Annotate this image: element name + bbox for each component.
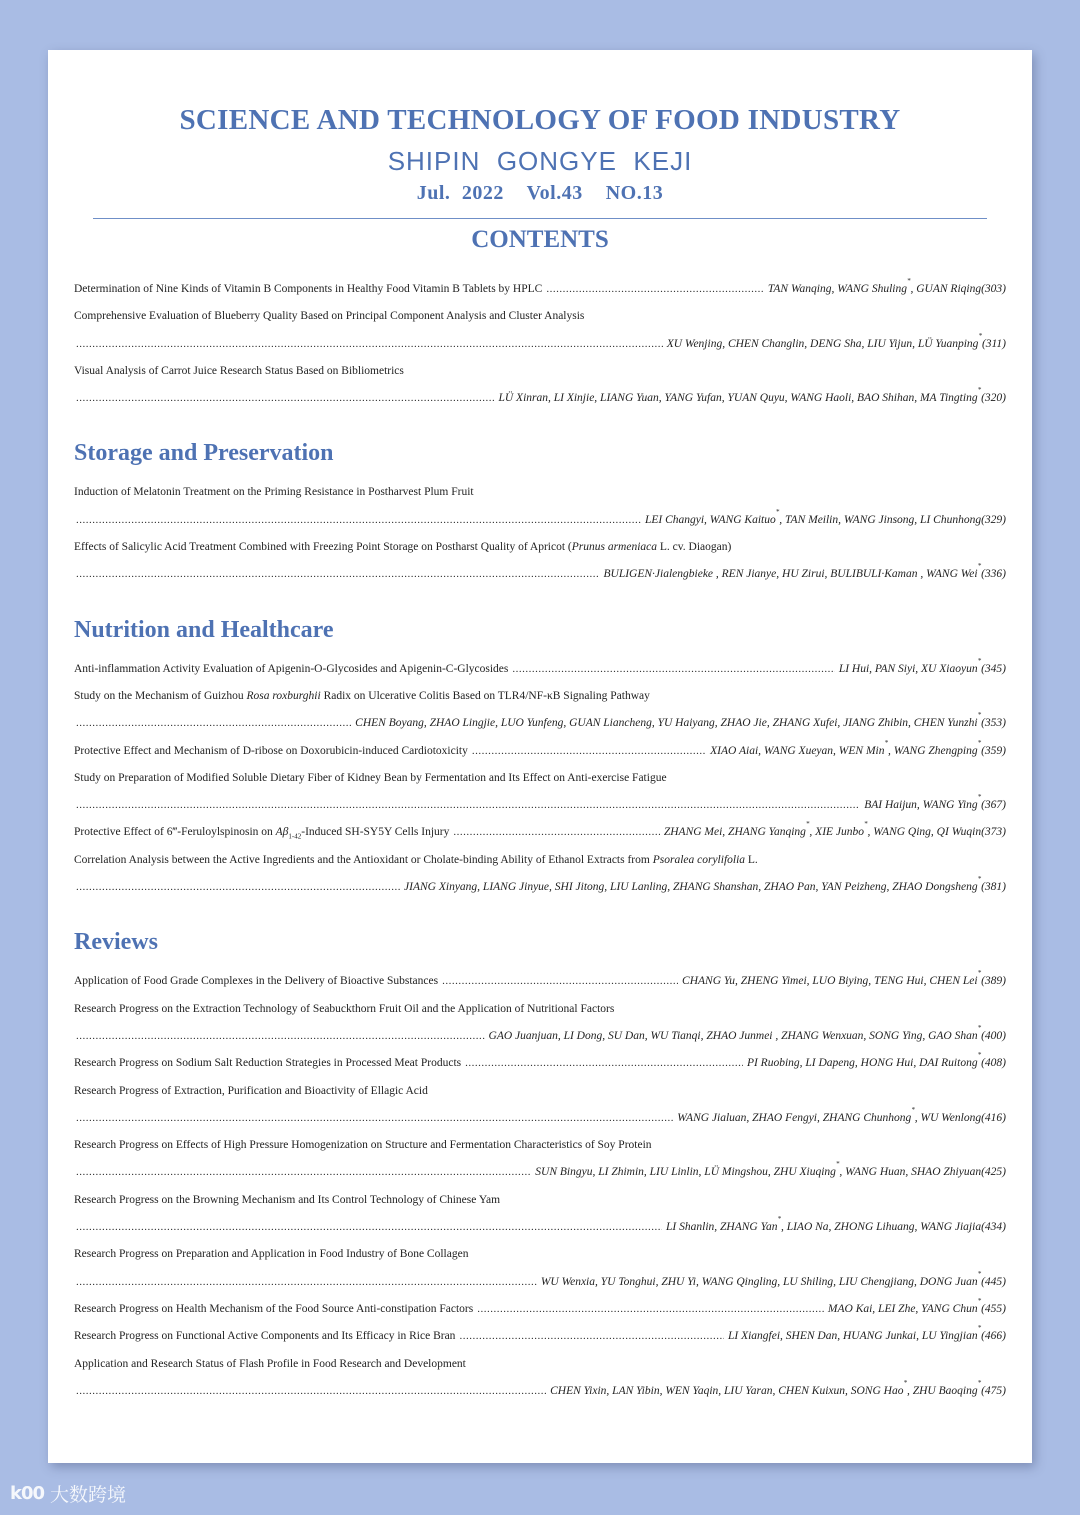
dot-leader <box>459 1323 724 1350</box>
dot-leader <box>477 1296 824 1323</box>
dot-leader <box>472 738 706 765</box>
article-authors: LÜ Xinran, LI Xinjie, LIANG Yuan, YANG Yufan, YUAN Quyu, WANG Haoli, BAO Shihan, MA Tingting*(320) <box>498 386 1006 405</box>
toc-entry-title-line <box>74 358 1006 385</box>
article-authors: BULIGEN·Jialengbieke , REN Jianye, HU Zirui, BULIBULI·Kaman , WANG Wei*(336) <box>603 562 1006 581</box>
dot-leader <box>512 656 834 683</box>
toc-entry-title-line <box>74 1241 1006 1268</box>
article-title: Comprehensive Evaluation of Blueberry Quality Based on Principal Component Analysis and Cluster Analysis <box>74 310 585 323</box>
dot-leader <box>76 1159 531 1186</box>
dot-leader <box>76 874 400 901</box>
article-authors: LEI Changyi, WANG Kaituo*, TAN Meilin, WANG Jinsong, LI Chunhong(329) <box>644 507 1006 526</box>
toc-entry-title-line <box>74 847 1006 874</box>
toc-entry-authors-line <box>74 1159 1006 1186</box>
article-title: Research Progress on Health Mechanism of the Food Source Anti-constipation Factors <box>74 1302 474 1315</box>
toc-entry-authors-line <box>74 561 1006 588</box>
toc-entry-authors-line <box>74 792 1006 819</box>
toc-entry <box>74 1296 1006 1323</box>
watermark <box>10 1480 126 1507</box>
toc-entry-title-line <box>74 303 1006 330</box>
article-title: Application of Food Grade Complexes in the Delivery of Bioactive Substances <box>74 975 439 988</box>
article-authors: XIAO Aiai, WANG Xueyan, WEN Min*, WANG Zhengping*(359) <box>710 738 1006 757</box>
toc-entry-authors-line <box>74 710 1006 737</box>
dot-leader <box>546 276 764 303</box>
toc-entry <box>74 1323 1006 1350</box>
article-title: Determination of Nine Kinds of Vitamin B Components in Healthy Food Vitamin B Tablets by HPLC <box>74 283 543 295</box>
article-authors: LI Xiangfei, SHEN Dan, HUANG Junkai, LU Yingjian*(466) <box>727 1324 1006 1343</box>
article-title: Protective Effect of 6‴-Feruloylspinosin on $A\beta_{1-42}$-Induced SH-SY5Y Cells Injury <box>74 826 450 841</box>
dot-leader <box>76 561 600 588</box>
dot-leader <box>76 1105 673 1132</box>
dot-leader <box>76 1269 537 1296</box>
article-title: Research Progress on the Extraction Technology of Seabuckthorn Fruit Oil and the Application of Nutritional Factors <box>74 1002 615 1015</box>
watermark-text: 大数跨境 <box>50 1484 127 1506</box>
table-of-contents <box>74 276 1006 1405</box>
toc-entry-title-line <box>74 765 1006 792</box>
toc-entry-authors-line <box>74 1378 1006 1405</box>
article-title: Application and Research Status of Flash Profile in Food Research and Development <box>74 1357 466 1370</box>
toc-entry-authors-line <box>74 385 1006 412</box>
toc-entry-authors-line <box>74 1023 1006 1050</box>
journal-title: SCIENCE AND TECHNOLOGY OF FOOD INDUSTRY <box>179 104 901 136</box>
article-authors: WU Wenxia, YU Tonghui, ZHU Yi, WANG Qingling, LU Shiling, LIU Chengjiang, DONG Juan*(445) <box>540 1269 1006 1288</box>
article-authors: XU Wenjing, CHEN Changlin, DENG Sha, LIU Yijun, LÜ Yuanping*(311) <box>666 331 1006 350</box>
article-authors: BAI Haijun, WANG Ying*(367) <box>864 793 1006 812</box>
dot-leader <box>453 819 659 846</box>
article-authors: TAN Wanqing, WANG Shuling*, GUAN Riqing(303) <box>767 277 1006 295</box>
article-authors: LI Hui, PAN Siyi, XU Xiaoyun*(345) <box>838 656 1006 675</box>
toc-entry <box>74 819 1006 846</box>
dot-leader <box>76 385 494 412</box>
article-title: Effects of Salicylic Acid Treatment Combined with Freezing Point Storage on Postharst Quality of Apricot (Prunus armeniaca L. cv. Diaogan) <box>74 541 732 554</box>
toc-entry-title-line <box>74 534 1006 561</box>
toc-entry-title-line <box>74 996 1006 1023</box>
toc-entry <box>74 276 1006 303</box>
article-title: Research Progress on the Browning Mechanism and Its Control Technology of Chinese Yam <box>74 1193 501 1206</box>
header-divider <box>93 218 987 219</box>
dot-leader <box>76 710 351 737</box>
toc-entry-title-line <box>74 683 1006 710</box>
article-title: Correlation Analysis between the Active Ingredients and the Antioxidant or Cholate-binding Ability of Ethanol Extracts from Psoralea corylifolia L. <box>74 853 758 866</box>
article-authors: MAO Kai, LEI Zhe, YANG Chun*(455) <box>827 1296 1006 1315</box>
toc-entry-title-line <box>74 479 1006 506</box>
section-heading: Reviews <box>74 929 158 956</box>
section-heading: Nutrition and Healthcare <box>74 616 334 643</box>
toc-entry-authors-line <box>74 1105 1006 1132</box>
article-title: Research Progress on Functional Active Components and Its Efficacy in Rice Bran <box>74 1330 456 1343</box>
article-authors: CHANG Yu, ZHENG Yimei, LUO Biying, TENG Hui, CHEN Lei*(389) <box>682 969 1006 988</box>
dot-leader <box>76 507 641 534</box>
toc-entry-title-line <box>74 1187 1006 1214</box>
dot-leader <box>76 792 860 819</box>
toc-entry-authors-line <box>74 1269 1006 1296</box>
article-title: Induction of Melatonin Treatment on the Priming Resistance in Postharvest Plum Fruit <box>74 486 474 499</box>
article-title: Research Progress on Preparation and Application in Food Industry of Bone Collagen <box>74 1248 469 1261</box>
dot-leader <box>442 968 678 995</box>
article-title: Research Progress on Effects of High Pressure Homogenization on Structure and Fermentation Characteristics of Soy Protein <box>74 1139 652 1152</box>
dot-leader <box>76 1378 546 1405</box>
section-heading: Storage and Preservation <box>74 440 334 467</box>
article-authors: CHEN Boyang, ZHAO Lingjie, LUO Yunfeng, GUAN Liancheng, YU Haiyang, ZHAO Jie, ZHANG Xufei, JIANG Zhibin, CHEN Yunzhi*(353) <box>355 711 1006 730</box>
dot-leader <box>76 1023 485 1050</box>
article-authors: CHEN Yixin, LAN Yibin, WEN Yaqin, LIU Yaran, CHEN Kuixun, SONG Hao*, ZHU Baoqing*(475) <box>550 1378 1006 1397</box>
article-title: Protective Effect and Mechanism of D-ribose on Doxorubicin-induced Cardiotoxicity <box>74 744 468 757</box>
article-authors: JIANG Xinyang, LIANG Jinyue, SHI Jitong, LIU Lanling, ZHANG Shanshan, ZHAO Pan, YAN Peizheng, ZHAO Dongsheng*(381) <box>404 875 1006 894</box>
journal-pinyin-title: SHIPIN GONGYE KEJI <box>387 146 693 176</box>
article-title: Research Progress of Extraction, Purification and Bioactivity of Ellagic Acid <box>74 1084 428 1097</box>
contents-heading: CONTENTS <box>471 226 609 253</box>
journal-page <box>48 50 1032 1463</box>
toc-entry-title-line <box>74 1132 1006 1159</box>
watermark-logo: k00 <box>10 1483 45 1504</box>
article-authors: SUN Bingyu, LI Zhimin, LIU Linlin, LÜ Mingshou, ZHU Xiuqing*, WANG Huan, SHAO Zhiyuan(425) <box>535 1160 1006 1179</box>
article-title: Study on Preparation of Modified Soluble Dietary Fiber of Kidney Bean by Fermentation and Its Effect on Anti-exercise Fatigue <box>74 771 667 784</box>
article-authors: ZHANG Mei, ZHANG Yanqing*, XIE Junbo*, WANG Qing, QI Wuqin(373) <box>663 820 1006 839</box>
toc-entry <box>74 968 1006 995</box>
toc-entry <box>74 738 1006 765</box>
toc-entry-title-line <box>74 1351 1006 1378</box>
dot-leader <box>465 1050 743 1077</box>
dot-leader <box>76 1214 662 1241</box>
article-title: Study on the Mechanism of Guizhou Rosa roxburghii Radix on Ulcerative Colitis Based on TLR4/NF-κB Signaling Pathway <box>74 689 650 702</box>
toc-entry-title-line <box>74 1078 1006 1105</box>
toc-entry-authors-line <box>74 331 1006 358</box>
article-authors: LI Shanlin, ZHANG Yan*, LIAO Na, ZHONG Lihuang, WANG Jiajia(434) <box>666 1215 1006 1234</box>
toc-entry <box>74 656 1006 683</box>
toc-entry-authors-line <box>74 507 1006 534</box>
article-title: Anti-inflammation Activity Evaluation of Apigenin-O-Glycosides and Apigenin-C-Glycosides <box>74 662 509 675</box>
dot-leader <box>76 331 663 358</box>
issue-info: Jul. 2022 Vol.43 NO.13 <box>416 182 664 204</box>
article-authors: PI Ruobing, LI Dapeng, HONG Hui, DAI Ruitong*(408) <box>746 1051 1006 1070</box>
toc-entry-authors-line <box>74 1214 1006 1241</box>
article-authors: GAO Juanjuan, LI Dong, SU Dan, WU Tianqi, ZHAO Junmei , ZHANG Wenxuan, SONG Ying, GAO Shan*(400) <box>488 1023 1006 1042</box>
article-title: Research Progress on Sodium Salt Reduction Strategies in Processed Meat Products <box>74 1057 462 1070</box>
toc-entry-authors-line <box>74 874 1006 901</box>
article-title: Visual Analysis of Carrot Juice Research Status Based on Bibliometrics <box>74 364 404 377</box>
article-authors: WANG Jialuan, ZHAO Fengyi, ZHANG Chunhong*, WU Wenlong(416) <box>677 1105 1006 1124</box>
toc-entry <box>74 1050 1006 1077</box>
